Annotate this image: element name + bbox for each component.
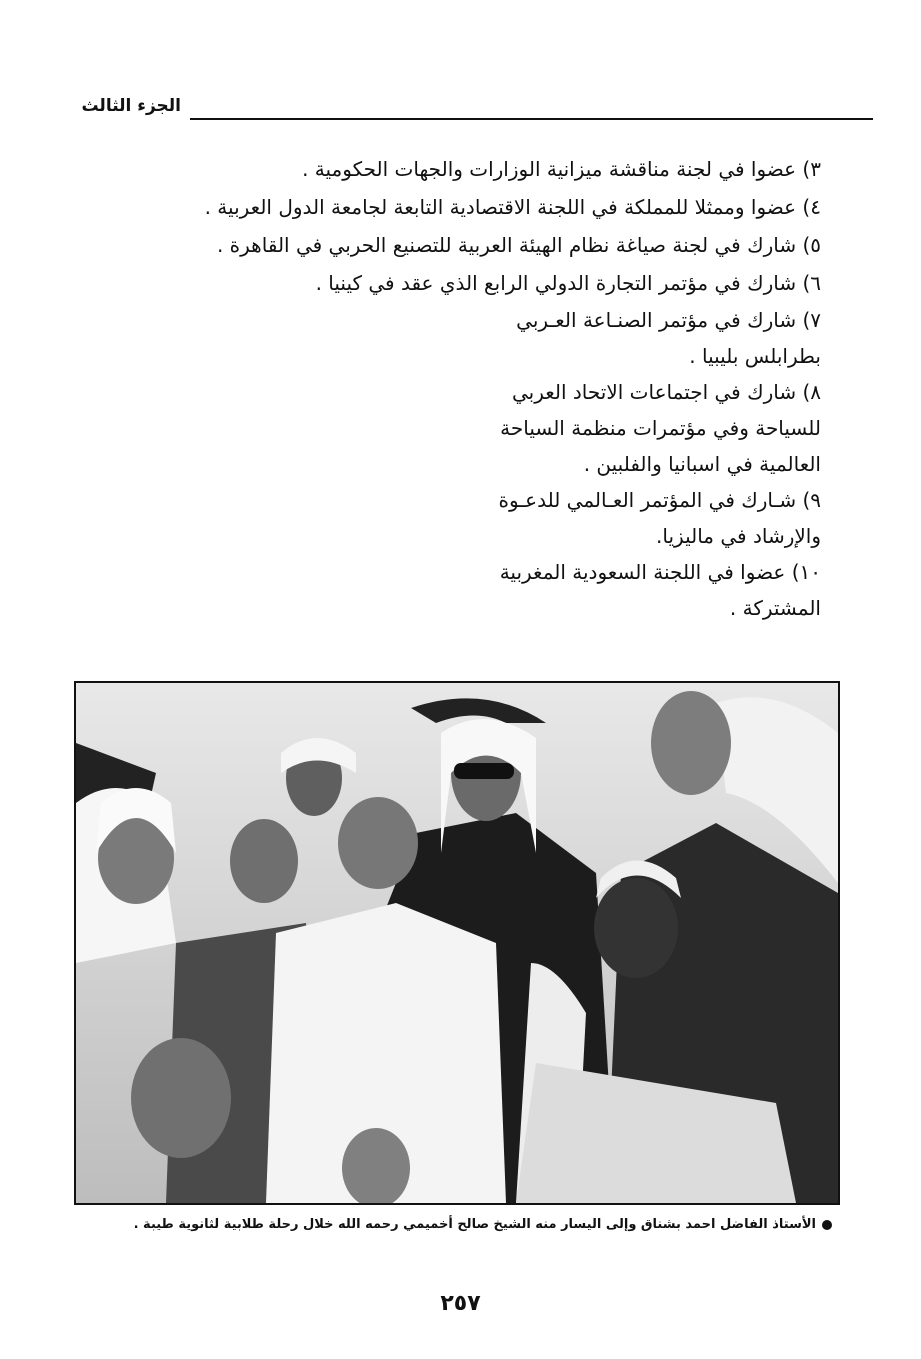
list-item-10-line2: المشتركة .	[729, 596, 821, 620]
page-number: ٢٥٧	[440, 1291, 481, 1316]
list-item-8-line1: ٨) شارك في اجتماعات الاتحاد العربي	[511, 380, 821, 404]
list-item-8-line2: للسياحة وفي مؤتمرات منظمة السياحة	[500, 416, 821, 440]
header-title: الجزء الثالث	[81, 96, 181, 116]
list-item-7-line1: ٧) شارك في مؤتمر الصنـاعة العـربي	[516, 308, 821, 332]
list-narrow	[461, 302, 821, 626]
group-photo	[74, 681, 840, 1205]
list-item-5: ٥) شارك في لجنة صياغة نظام الهيئة العربية للتصنيع الحربي في القاهرة .	[216, 233, 821, 257]
list-wide	[121, 150, 821, 302]
list-item-9-line1: ٩) شـارك في المؤتمر العـالمي للدعـوة	[498, 488, 821, 512]
bullet-icon	[822, 1220, 832, 1230]
list-item-9-line2: والإرشاد في ماليزيا.	[656, 524, 821, 548]
list-item-7-line2: بطرابلس بليبيا .	[689, 344, 821, 368]
page-header	[0, 96, 921, 126]
photo-caption	[72, 1217, 832, 1232]
list-item-4: ٤) عضوا وممثلا للمملكة في اللجنة الاقتصادية التابعة لجامعة الدول العربية .	[204, 195, 821, 219]
list-item-3: ٣) عضوا في لجنة مناقشة ميزانية الوزارات والجهات الحكومية .	[302, 157, 821, 181]
photo-caption-text: الأستاذ الفاضل احمد بشناق وإلى اليسار منه الشيخ صالح أخميمي رحمه الله خلال رحلة طلابية لثانوية طيبة .	[133, 1217, 816, 1232]
header-rule	[190, 118, 873, 120]
group-photo-image	[76, 683, 838, 1203]
list-item-6: ٦) شارك في مؤتمر التجارة الدولي الرابع الذي عقد في كينيا .	[315, 271, 821, 295]
list-item-10-line1: ١٠) عضوا في اللجنة السعودية المغربية	[499, 560, 821, 584]
list-item-8-line3: العالمية في اسبانيا والفلبين .	[583, 452, 821, 476]
